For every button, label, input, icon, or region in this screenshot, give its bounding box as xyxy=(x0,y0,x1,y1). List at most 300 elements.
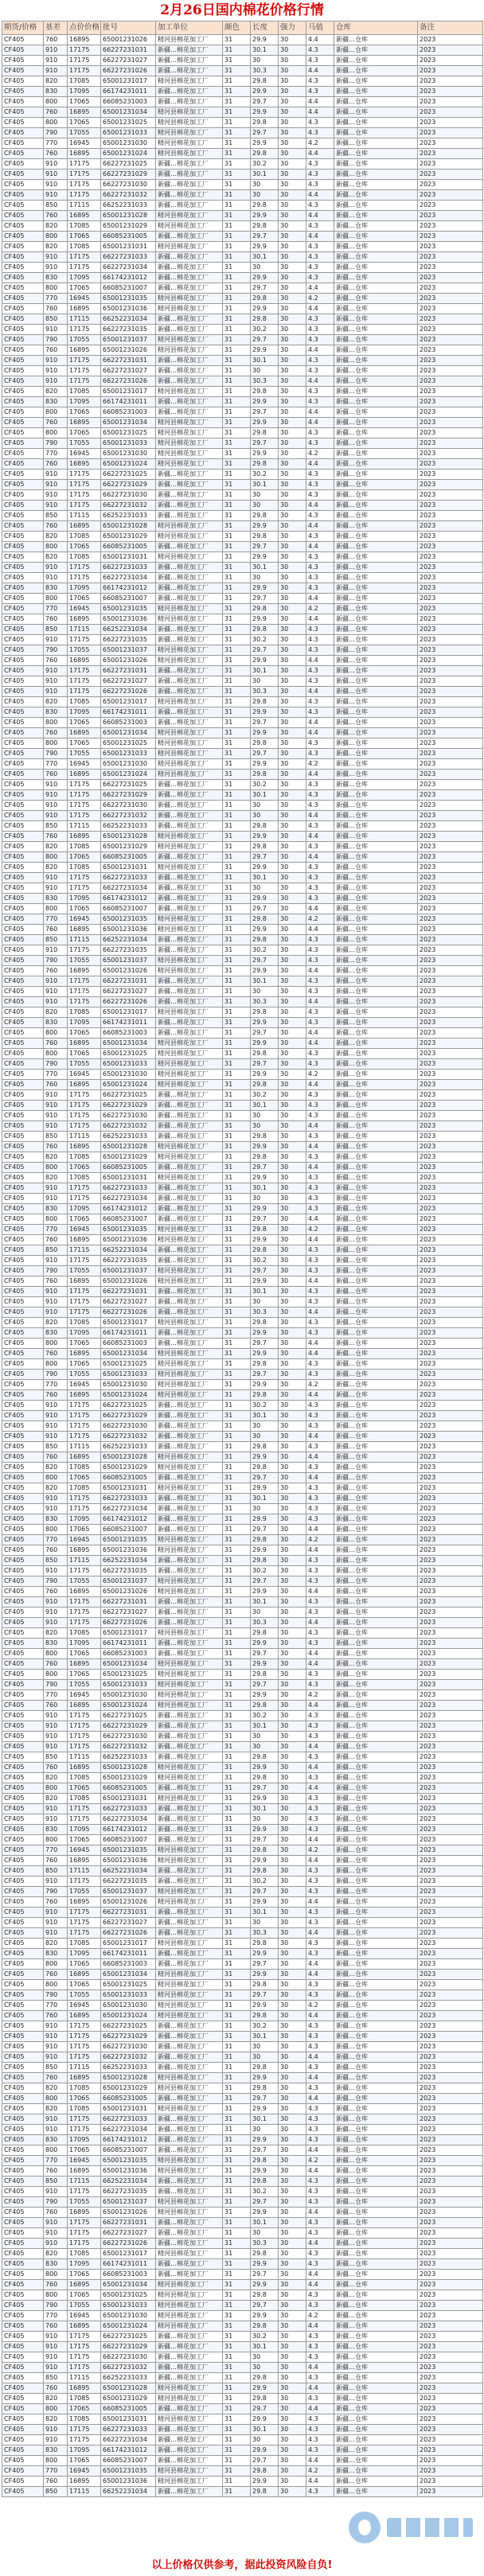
table-cell: 830 xyxy=(44,1204,68,1214)
table-cell: 2023 xyxy=(418,770,483,780)
table-cell: CF405 xyxy=(2,1049,44,1059)
table-cell: 30 xyxy=(279,1225,306,1235)
table-cell: 17175 xyxy=(68,366,101,376)
table-cell: 800 xyxy=(44,283,68,294)
table-cell: 新疆…仓库 xyxy=(334,1918,418,1928)
table-cell: CF405 xyxy=(2,1152,44,1163)
table-cell: 910 xyxy=(44,1504,68,1514)
table-cell: 30 xyxy=(279,1245,306,1256)
table-cell: 2023 xyxy=(418,1535,483,1545)
table-row xyxy=(2,1390,483,1401)
table-cell: 4.3 xyxy=(306,1908,334,1918)
table-cell: CF405 xyxy=(2,1401,44,1411)
table-cell: 66174231011 xyxy=(101,1639,156,1649)
table-cell: 30 xyxy=(279,2197,306,2208)
table-cell: 2023 xyxy=(418,656,483,666)
table-cell: 4.3 xyxy=(306,2394,334,2404)
table-cell: 精河县棉花加工厂 xyxy=(156,1970,223,1980)
table-cell: 65001231029 xyxy=(101,532,156,542)
table-cell: 29.8 xyxy=(251,294,279,304)
table-cell: 2023 xyxy=(418,1887,483,1897)
table-cell: 30 xyxy=(279,780,306,790)
table-cell: 17175 xyxy=(68,811,101,821)
table-cell: 新疆…棉花加工厂 xyxy=(156,2125,223,2135)
table-cell: CF405 xyxy=(2,1411,44,1421)
table-row xyxy=(2,1101,483,1111)
table-cell: 4.4 xyxy=(306,1028,334,1039)
table-cell: 新疆…仓库 xyxy=(334,1473,418,1483)
table-cell: 新疆…仓库 xyxy=(334,2445,418,2456)
table-cell: 30 xyxy=(251,1194,279,1204)
table-cell: 30 xyxy=(279,739,306,749)
table-cell: 910 xyxy=(44,2218,68,2228)
table-cell: 31 xyxy=(223,1276,251,1287)
table-cell: 66227231027 xyxy=(101,1608,156,1618)
table-cell: 66085231003 xyxy=(101,2270,156,2280)
table-cell: 新疆…仓库 xyxy=(334,1121,418,1132)
table-cell: 31 xyxy=(223,232,251,242)
table-cell: 31 xyxy=(223,2145,251,2156)
table-cell: 65001231031 xyxy=(101,2414,156,2425)
table-cell: 31 xyxy=(223,1173,251,1183)
table-row xyxy=(2,2270,483,2280)
table-cell: 30.2 xyxy=(251,159,279,170)
table-cell: 16895 xyxy=(68,459,101,470)
table-cell: 760 xyxy=(44,107,68,118)
table-cell: 2023 xyxy=(418,1173,483,1183)
table-cell: 精河县棉花加工厂 xyxy=(156,645,223,656)
table-cell: 4.4 xyxy=(306,2456,334,2466)
table-cell: CF405 xyxy=(2,542,44,552)
table-cell: 65001231024 xyxy=(101,770,156,780)
table-cell: 新疆…棉花加工厂 xyxy=(156,945,223,956)
table-cell: 新疆…棉花加工厂 xyxy=(156,2094,223,2104)
table-cell: 17175 xyxy=(68,1742,101,1752)
table-cell: 新疆…仓库 xyxy=(334,1701,418,1711)
table-cell: 新疆…棉花加工厂 xyxy=(156,790,223,801)
table-cell: 910 xyxy=(44,252,68,263)
table-cell: 精河县棉花加工厂 xyxy=(156,1080,223,1090)
table-cell: 17095 xyxy=(68,1018,101,1028)
table-cell: CF405 xyxy=(2,2352,44,2363)
table-cell: CF405 xyxy=(2,1349,44,1359)
table-cell: 30 xyxy=(279,1773,306,1783)
table-cell: 4.3 xyxy=(306,1194,334,1204)
table-cell: 30 xyxy=(251,2052,279,2063)
table-row xyxy=(2,1411,483,1421)
table-cell: 2023 xyxy=(418,583,483,594)
table-cell: 新疆…仓库 xyxy=(334,283,418,294)
table-cell: 2023 xyxy=(418,1101,483,1111)
table-cell: 新疆…仓库 xyxy=(334,1349,418,1359)
table-cell: 30 xyxy=(279,594,306,604)
table-cell: 4.3 xyxy=(306,1721,334,1732)
table-cell: 66227231026 xyxy=(101,2239,156,2249)
table-cell: CF405 xyxy=(2,2466,44,2477)
table-cell: 30 xyxy=(279,852,306,863)
table-cell: 910 xyxy=(44,1401,68,1411)
table-cell: 2023 xyxy=(418,1680,483,1690)
table-cell: 4.4 xyxy=(306,35,334,45)
table-cell: 17065 xyxy=(68,1214,101,1225)
table-cell: 29.9 xyxy=(251,1856,279,1866)
table-cell: 790 xyxy=(44,438,68,449)
table-cell: 31 xyxy=(223,2280,251,2290)
table-cell: 65001231034 xyxy=(101,418,156,428)
table-cell: 29.8 xyxy=(251,2083,279,2094)
table-cell: 830 xyxy=(44,1328,68,1339)
table-cell: 31 xyxy=(223,1742,251,1752)
table-cell: 17085 xyxy=(68,697,101,707)
table-row xyxy=(2,852,483,863)
table-cell: 17065 xyxy=(68,1783,101,1794)
table-cell: 2023 xyxy=(418,2301,483,2311)
table-cell: 新疆…棉花加工厂 xyxy=(156,1721,223,1732)
table-cell: 30 xyxy=(251,1421,279,1432)
table-cell: 精河县棉花加工厂 xyxy=(156,2321,223,2332)
table-cell: 精河县棉花加工厂 xyxy=(156,1897,223,1908)
table-cell: 31 xyxy=(223,1804,251,1814)
table-cell: 新疆…仓库 xyxy=(334,180,418,190)
table-cell: CF405 xyxy=(2,1794,44,1804)
table-cell: 30 xyxy=(279,1587,306,1597)
table-cell: 新疆…仓库 xyxy=(334,138,418,149)
table-cell: 2023 xyxy=(418,2383,483,2394)
table-cell: 17175 xyxy=(68,2114,101,2125)
table-cell: 31 xyxy=(223,625,251,635)
table-cell: 30 xyxy=(279,107,306,118)
table-cell: CF405 xyxy=(2,428,44,438)
table-cell: 800 xyxy=(44,904,68,914)
table-cell: 910 xyxy=(44,1608,68,1618)
table-row xyxy=(2,2187,483,2197)
table-cell: 新疆…仓库 xyxy=(334,159,418,170)
table-cell: 29.9 xyxy=(251,1204,279,1214)
table-cell: 精河县棉花加工厂 xyxy=(156,1990,223,2001)
table-cell: 16895 xyxy=(68,521,101,532)
table-cell: 17175 xyxy=(68,997,101,1007)
table-cell: 30 xyxy=(279,625,306,635)
table-cell: CF405 xyxy=(2,1721,44,1732)
table-cell: 30 xyxy=(279,770,306,780)
table-cell: CF405 xyxy=(2,1804,44,1814)
table-cell: 4.3 xyxy=(306,242,334,252)
table-cell: 2023 xyxy=(418,1318,483,1328)
table-cell: 精河县棉花加工厂 xyxy=(156,2280,223,2290)
table-row xyxy=(2,387,483,397)
table-cell: 17115 xyxy=(68,935,101,945)
table-row xyxy=(2,418,483,428)
table-cell: 30 xyxy=(279,925,306,935)
table-cell: CF405 xyxy=(2,1039,44,1049)
table-row xyxy=(2,718,483,728)
table-cell: 新疆…仓库 xyxy=(334,1152,418,1163)
table-cell: 29.7 xyxy=(251,283,279,294)
table-row xyxy=(2,935,483,945)
table-cell: 精河县棉花加工厂 xyxy=(156,1680,223,1690)
table-cell: 800 xyxy=(44,1959,68,1970)
table-cell: 31 xyxy=(223,1980,251,1990)
table-cell: CF405 xyxy=(2,459,44,470)
table-cell: 65001231029 xyxy=(101,1152,156,1163)
table-cell: 66085231003 xyxy=(101,407,156,418)
table-row xyxy=(2,645,483,656)
table-cell: 30 xyxy=(279,718,306,728)
table-cell: 820 xyxy=(44,1173,68,1183)
table-cell: 新疆…仓库 xyxy=(334,2477,418,2487)
table-cell: 4.4 xyxy=(306,459,334,470)
table-cell: 30.1 xyxy=(251,356,279,366)
table-cell: 30 xyxy=(279,542,306,552)
table-cell: 30 xyxy=(279,749,306,759)
table-cell: 31 xyxy=(223,987,251,997)
table-cell: 65001231031 xyxy=(101,242,156,252)
table-cell: 精河县棉花加工厂 xyxy=(156,76,223,87)
table-cell: 30 xyxy=(279,2321,306,2332)
table-cell: 2023 xyxy=(418,2363,483,2373)
table-cell: 4.3 xyxy=(306,1990,334,2001)
table-cell: 31 xyxy=(223,1339,251,1349)
table-cell: 17085 xyxy=(68,76,101,87)
table-cell: 4.3 xyxy=(306,935,334,945)
table-cell: 31 xyxy=(223,759,251,770)
table-cell: 新疆…仓库 xyxy=(334,45,418,56)
table-cell: 新疆…仓库 xyxy=(334,1090,418,1101)
table-cell: 2023 xyxy=(418,407,483,418)
table-cell: 31 xyxy=(223,1287,251,1297)
table-cell: 新疆…仓库 xyxy=(334,2290,418,2301)
table-cell: 新疆…仓库 xyxy=(334,707,418,718)
table-cell: 2023 xyxy=(418,511,483,521)
table-cell: 66085231005 xyxy=(101,2404,156,2414)
table-cell: 30 xyxy=(279,987,306,997)
table-cell: 新疆…棉花加工厂 xyxy=(156,511,223,521)
table-cell: 2023 xyxy=(418,159,483,170)
table-cell: 31 xyxy=(223,1659,251,1670)
table-cell: 65001231028 xyxy=(101,832,156,842)
table-cell: 4.3 xyxy=(306,2032,334,2042)
table-cell: 新疆…仓库 xyxy=(334,625,418,635)
table-cell: 精河县棉花加工厂 xyxy=(156,428,223,438)
table-cell: 4.3 xyxy=(306,1628,334,1639)
table-cell: 2023 xyxy=(418,780,483,790)
table-cell: 31 xyxy=(223,2270,251,2280)
table-cell: 31 xyxy=(223,345,251,356)
table-cell: 30 xyxy=(279,2052,306,2063)
table-cell: 66227231034 xyxy=(101,573,156,583)
table-cell: 新疆…仓库 xyxy=(334,1928,418,1939)
table-row xyxy=(2,490,483,501)
table-cell: 新疆…仓库 xyxy=(334,1690,418,1701)
table-cell: CF405 xyxy=(2,1287,44,1297)
table-cell: 精河县棉花加工厂 xyxy=(156,1670,223,1680)
table-cell: CF405 xyxy=(2,635,44,645)
table-cell: 新疆…仓库 xyxy=(334,614,418,625)
table-cell: 17085 xyxy=(68,387,101,397)
table-cell: 2023 xyxy=(418,1049,483,1059)
table-cell: 新疆…仓库 xyxy=(334,387,418,397)
table-cell: 新疆…棉花加工厂 xyxy=(156,1525,223,1535)
table-cell: 31 xyxy=(223,2011,251,2021)
table-cell: 31 xyxy=(223,1163,251,1173)
table-cell: 4.3 xyxy=(306,2114,334,2125)
table-cell: 2023 xyxy=(418,2114,483,2125)
table-cell: 17095 xyxy=(68,707,101,718)
table-cell: 17065 xyxy=(68,1339,101,1349)
table-cell: 30 xyxy=(279,2280,306,2290)
table-cell: 新疆…仓库 xyxy=(334,1432,418,1442)
table-cell: 30 xyxy=(279,573,306,583)
table-cell: 新疆…仓库 xyxy=(334,2249,418,2259)
table-cell: 2023 xyxy=(418,2445,483,2456)
table-cell: 760 xyxy=(44,459,68,470)
table-cell: 16895 xyxy=(68,1701,101,1711)
table-cell: 精河县棉花加工厂 xyxy=(156,1359,223,1370)
table-cell: 820 xyxy=(44,387,68,397)
table-row xyxy=(2,563,483,573)
table-cell: 2023 xyxy=(418,625,483,635)
table-cell: 31 xyxy=(223,470,251,480)
table-cell: 2023 xyxy=(418,739,483,749)
table-cell: 30.2 xyxy=(251,1256,279,1266)
table-cell: 4.4 xyxy=(306,832,334,842)
table-cell: 17085 xyxy=(68,2394,101,2404)
table-cell: 30 xyxy=(279,2208,306,2218)
table-cell: 29.8 xyxy=(251,1866,279,1876)
table-cell: 2023 xyxy=(418,107,483,118)
table-cell: 31 xyxy=(223,2052,251,2063)
table-cell: 30 xyxy=(251,2352,279,2363)
table-cell: 66227231034 xyxy=(101,1814,156,1825)
table-cell: 66227231027 xyxy=(101,1918,156,1928)
table-cell: 4.3 xyxy=(306,1287,334,1297)
table-cell: 4.2 xyxy=(306,604,334,614)
table-cell: 29.9 xyxy=(251,966,279,976)
table-cell: 30 xyxy=(279,201,306,211)
table-cell: 31 xyxy=(223,1070,251,1080)
table-cell: 17085 xyxy=(68,221,101,232)
table-cell: CF405 xyxy=(2,170,44,180)
table-cell: 30 xyxy=(279,1566,306,1576)
table-cell: 4.3 xyxy=(306,1463,334,1473)
table-cell: 30 xyxy=(279,387,306,397)
table-cell: 2023 xyxy=(418,1452,483,1463)
table-cell: 17095 xyxy=(68,397,101,407)
table-cell: 新疆…仓库 xyxy=(334,366,418,376)
table-cell: 新疆…棉花加工厂 xyxy=(156,1866,223,1876)
table-row xyxy=(2,987,483,997)
table-cell: 820 xyxy=(44,242,68,252)
table-cell: 65001231033 xyxy=(101,128,156,138)
table-cell: 2023 xyxy=(418,366,483,376)
table-cell: 新疆…仓库 xyxy=(334,666,418,676)
table-cell: 29.7 xyxy=(251,1783,279,1794)
table-cell: 31 xyxy=(223,418,251,428)
table-cell: 31 xyxy=(223,780,251,790)
table-cell: 新疆…仓库 xyxy=(334,2052,418,2063)
table-cell: 精河县棉花加工厂 xyxy=(156,221,223,232)
table-cell: CF405 xyxy=(2,2487,44,2497)
table-cell: 30 xyxy=(279,2114,306,2125)
table-cell: 新疆…仓库 xyxy=(334,1204,418,1214)
table-row xyxy=(2,2394,483,2404)
table-cell: 65001231034 xyxy=(101,728,156,739)
table-cell: 4.3 xyxy=(306,2352,334,2363)
table-cell: 770 xyxy=(44,138,68,149)
table-cell: 30 xyxy=(279,2332,306,2342)
table-cell: 760 xyxy=(44,1545,68,1556)
table-cell: 新疆…棉花加工厂 xyxy=(156,1018,223,1028)
table-row xyxy=(2,1711,483,1721)
table-cell: 4.4 xyxy=(306,376,334,387)
table-cell: 910 xyxy=(44,2114,68,2125)
table-cell: 4.3 xyxy=(306,221,334,232)
table-cell: 30 xyxy=(279,1204,306,1214)
table-cell: 30 xyxy=(251,501,279,511)
table-cell: 66227231029 xyxy=(101,1101,156,1111)
table-cell: CF405 xyxy=(2,2114,44,2125)
table-cell: 新疆…棉花加工厂 xyxy=(156,1111,223,1121)
table-cell: 31 xyxy=(223,356,251,366)
table-cell: 4.2 xyxy=(306,1225,334,1235)
table-cell: 16895 xyxy=(68,1763,101,1773)
table-cell: 66085231007 xyxy=(101,904,156,914)
table-cell: 新疆…仓库 xyxy=(334,480,418,490)
table-cell: 4.3 xyxy=(306,263,334,273)
column-header: 强力 xyxy=(279,21,306,35)
table-cell: 66227231031 xyxy=(101,2218,156,2228)
table-cell: CF405 xyxy=(2,842,44,852)
table-cell: 新疆…仓库 xyxy=(334,149,418,159)
table-cell: 66085231005 xyxy=(101,232,156,242)
table-cell: 31 xyxy=(223,335,251,345)
table-cell: 4.3 xyxy=(306,1370,334,1380)
table-cell: 17175 xyxy=(68,945,101,956)
table-cell: 2023 xyxy=(418,201,483,211)
table-cell: 31 xyxy=(223,2404,251,2414)
table-cell: 新疆…仓库 xyxy=(334,1908,418,1918)
table-cell: CF405 xyxy=(2,1245,44,1256)
table-cell: 4.4 xyxy=(306,2208,334,2218)
table-cell: 4.4 xyxy=(306,2011,334,2021)
table-cell: 29.9 xyxy=(251,2135,279,2145)
table-cell: 31 xyxy=(223,1194,251,1204)
table-cell: 新疆…仓库 xyxy=(334,2001,418,2011)
table-cell: 新疆…棉花加工厂 xyxy=(156,1804,223,1814)
table-cell: 4.4 xyxy=(306,1649,334,1659)
table-cell: 850 xyxy=(44,2487,68,2497)
table-cell: 新疆…棉花加工厂 xyxy=(156,1214,223,1225)
table-cell: 2023 xyxy=(418,2083,483,2094)
table-cell: 新疆…仓库 xyxy=(334,397,418,407)
table-cell: 30 xyxy=(279,1649,306,1659)
table-cell: 精河县棉花加工厂 xyxy=(156,2011,223,2021)
table-cell: 4.3 xyxy=(306,356,334,366)
table-cell: 30 xyxy=(279,1390,306,1401)
table-cell: CF405 xyxy=(2,128,44,138)
table-cell: 精河县棉花加工厂 xyxy=(156,956,223,966)
table-cell: 精河县棉花加工厂 xyxy=(156,1856,223,1866)
table-cell: 31 xyxy=(223,1390,251,1401)
table-cell: 精河县棉花加工厂 xyxy=(156,1576,223,1587)
table-cell: CF405 xyxy=(2,511,44,521)
table-cell: 新疆…仓库 xyxy=(334,356,418,366)
table-cell: 2023 xyxy=(418,438,483,449)
table-cell: 66227231032 xyxy=(101,2363,156,2373)
table-cell: 30.1 xyxy=(251,2218,279,2228)
table-cell: 精河县棉花加工厂 xyxy=(156,1452,223,1463)
table-cell: 17175 xyxy=(68,1618,101,1628)
